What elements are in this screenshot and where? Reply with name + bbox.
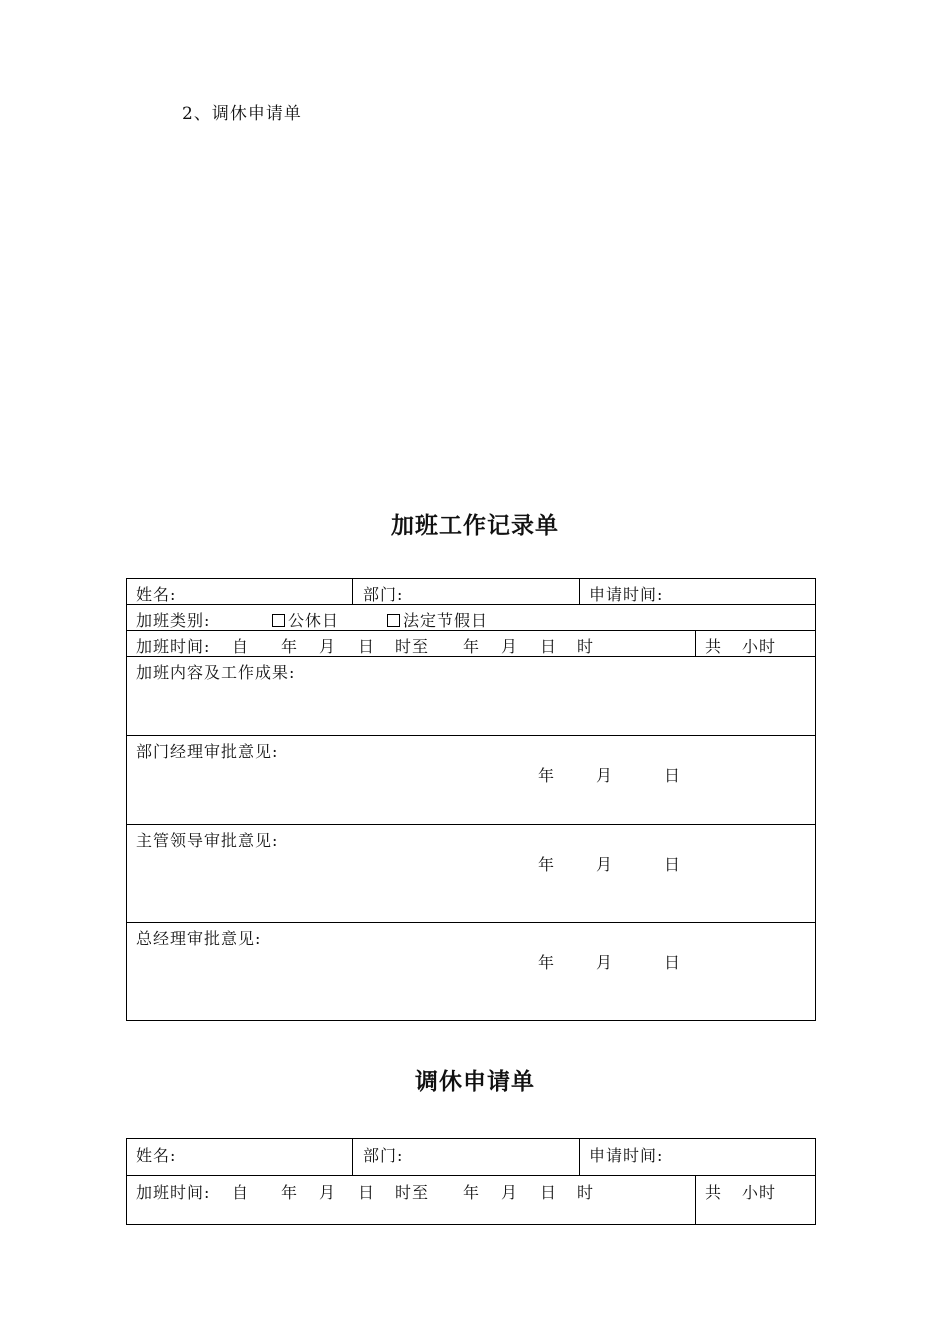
from-text: 自 (232, 1183, 250, 1202)
date-year: 年 (538, 953, 556, 972)
dept-field-label: 部门: (363, 1146, 404, 1165)
from-text: 自 (232, 637, 250, 656)
checkbox-icon[interactable] (387, 614, 400, 627)
hour-text: 时 (577, 1183, 595, 1202)
hour-to-text: 时至 (395, 1183, 430, 1202)
content-and-results-label: 加班内容及工作成果: (136, 663, 296, 682)
col-divider (579, 578, 580, 604)
total-text: 共 (705, 637, 723, 656)
date-year: 年 (538, 855, 556, 874)
hours-text: 小时 (742, 637, 777, 656)
name-field-label: 姓名: (136, 1146, 177, 1165)
date-day: 日 (664, 953, 682, 972)
overtime-time-label: 加班时间: (136, 637, 211, 656)
option-public-rest-day[interactable]: 公休日 (272, 608, 339, 631)
row-divider (126, 1175, 816, 1176)
name-field-label: 姓名: (136, 585, 177, 604)
apply-time-field-label: 申请时间: (589, 585, 664, 604)
row-divider (126, 824, 816, 825)
date-day: 日 (664, 855, 682, 874)
row-divider (126, 922, 816, 923)
row-divider (126, 735, 816, 736)
year-text: 年 (281, 1183, 299, 1202)
month-text: 月 (319, 1183, 337, 1202)
col-divider (352, 1138, 353, 1175)
date-month: 月 (596, 855, 614, 874)
gm-approval-label: 总经理审批意见: (136, 929, 262, 948)
col-divider (579, 1138, 580, 1175)
total-text: 共 (705, 1183, 723, 1202)
date-year: 年 (538, 766, 556, 785)
col-divider (695, 630, 696, 656)
day-text: 日 (540, 1183, 558, 1202)
year-text: 年 (463, 1183, 481, 1202)
hour-to-text: 时至 (395, 637, 430, 656)
apply-time-field-label: 申请时间: (589, 1146, 664, 1165)
year-text: 年 (281, 637, 299, 656)
supervisor-approval-label: 主管领导审批意见: (136, 831, 279, 850)
option-statutory-holiday[interactable]: 法定节假日 (387, 608, 488, 631)
overtime-record-title: 加班工作记录单 (391, 512, 559, 539)
overtime-category-label: 加班类别: (136, 611, 211, 630)
date-month: 月 (596, 766, 614, 785)
col-divider (695, 1175, 696, 1225)
section-heading: 2、调休申请单 (182, 104, 302, 124)
dept-manager-approval-label: 部门经理审批意见: (136, 742, 279, 761)
leave-application-title: 调休申请单 (415, 1068, 535, 1095)
row-divider (126, 604, 816, 605)
dept-field-label: 部门: (363, 585, 404, 604)
year-text: 年 (463, 637, 481, 656)
hour-text: 时 (577, 637, 595, 656)
month-text: 月 (501, 637, 519, 656)
overtime-time-label: 加班时间: (136, 1183, 211, 1202)
day-text: 日 (358, 1183, 376, 1202)
date-day: 日 (664, 766, 682, 785)
day-text: 日 (358, 637, 376, 656)
checkbox-icon[interactable] (272, 614, 285, 627)
month-text: 月 (319, 637, 337, 656)
hours-text: 小时 (742, 1183, 777, 1202)
day-text: 日 (540, 637, 558, 656)
col-divider (352, 578, 353, 604)
month-text: 月 (501, 1183, 519, 1202)
date-month: 月 (596, 953, 614, 972)
